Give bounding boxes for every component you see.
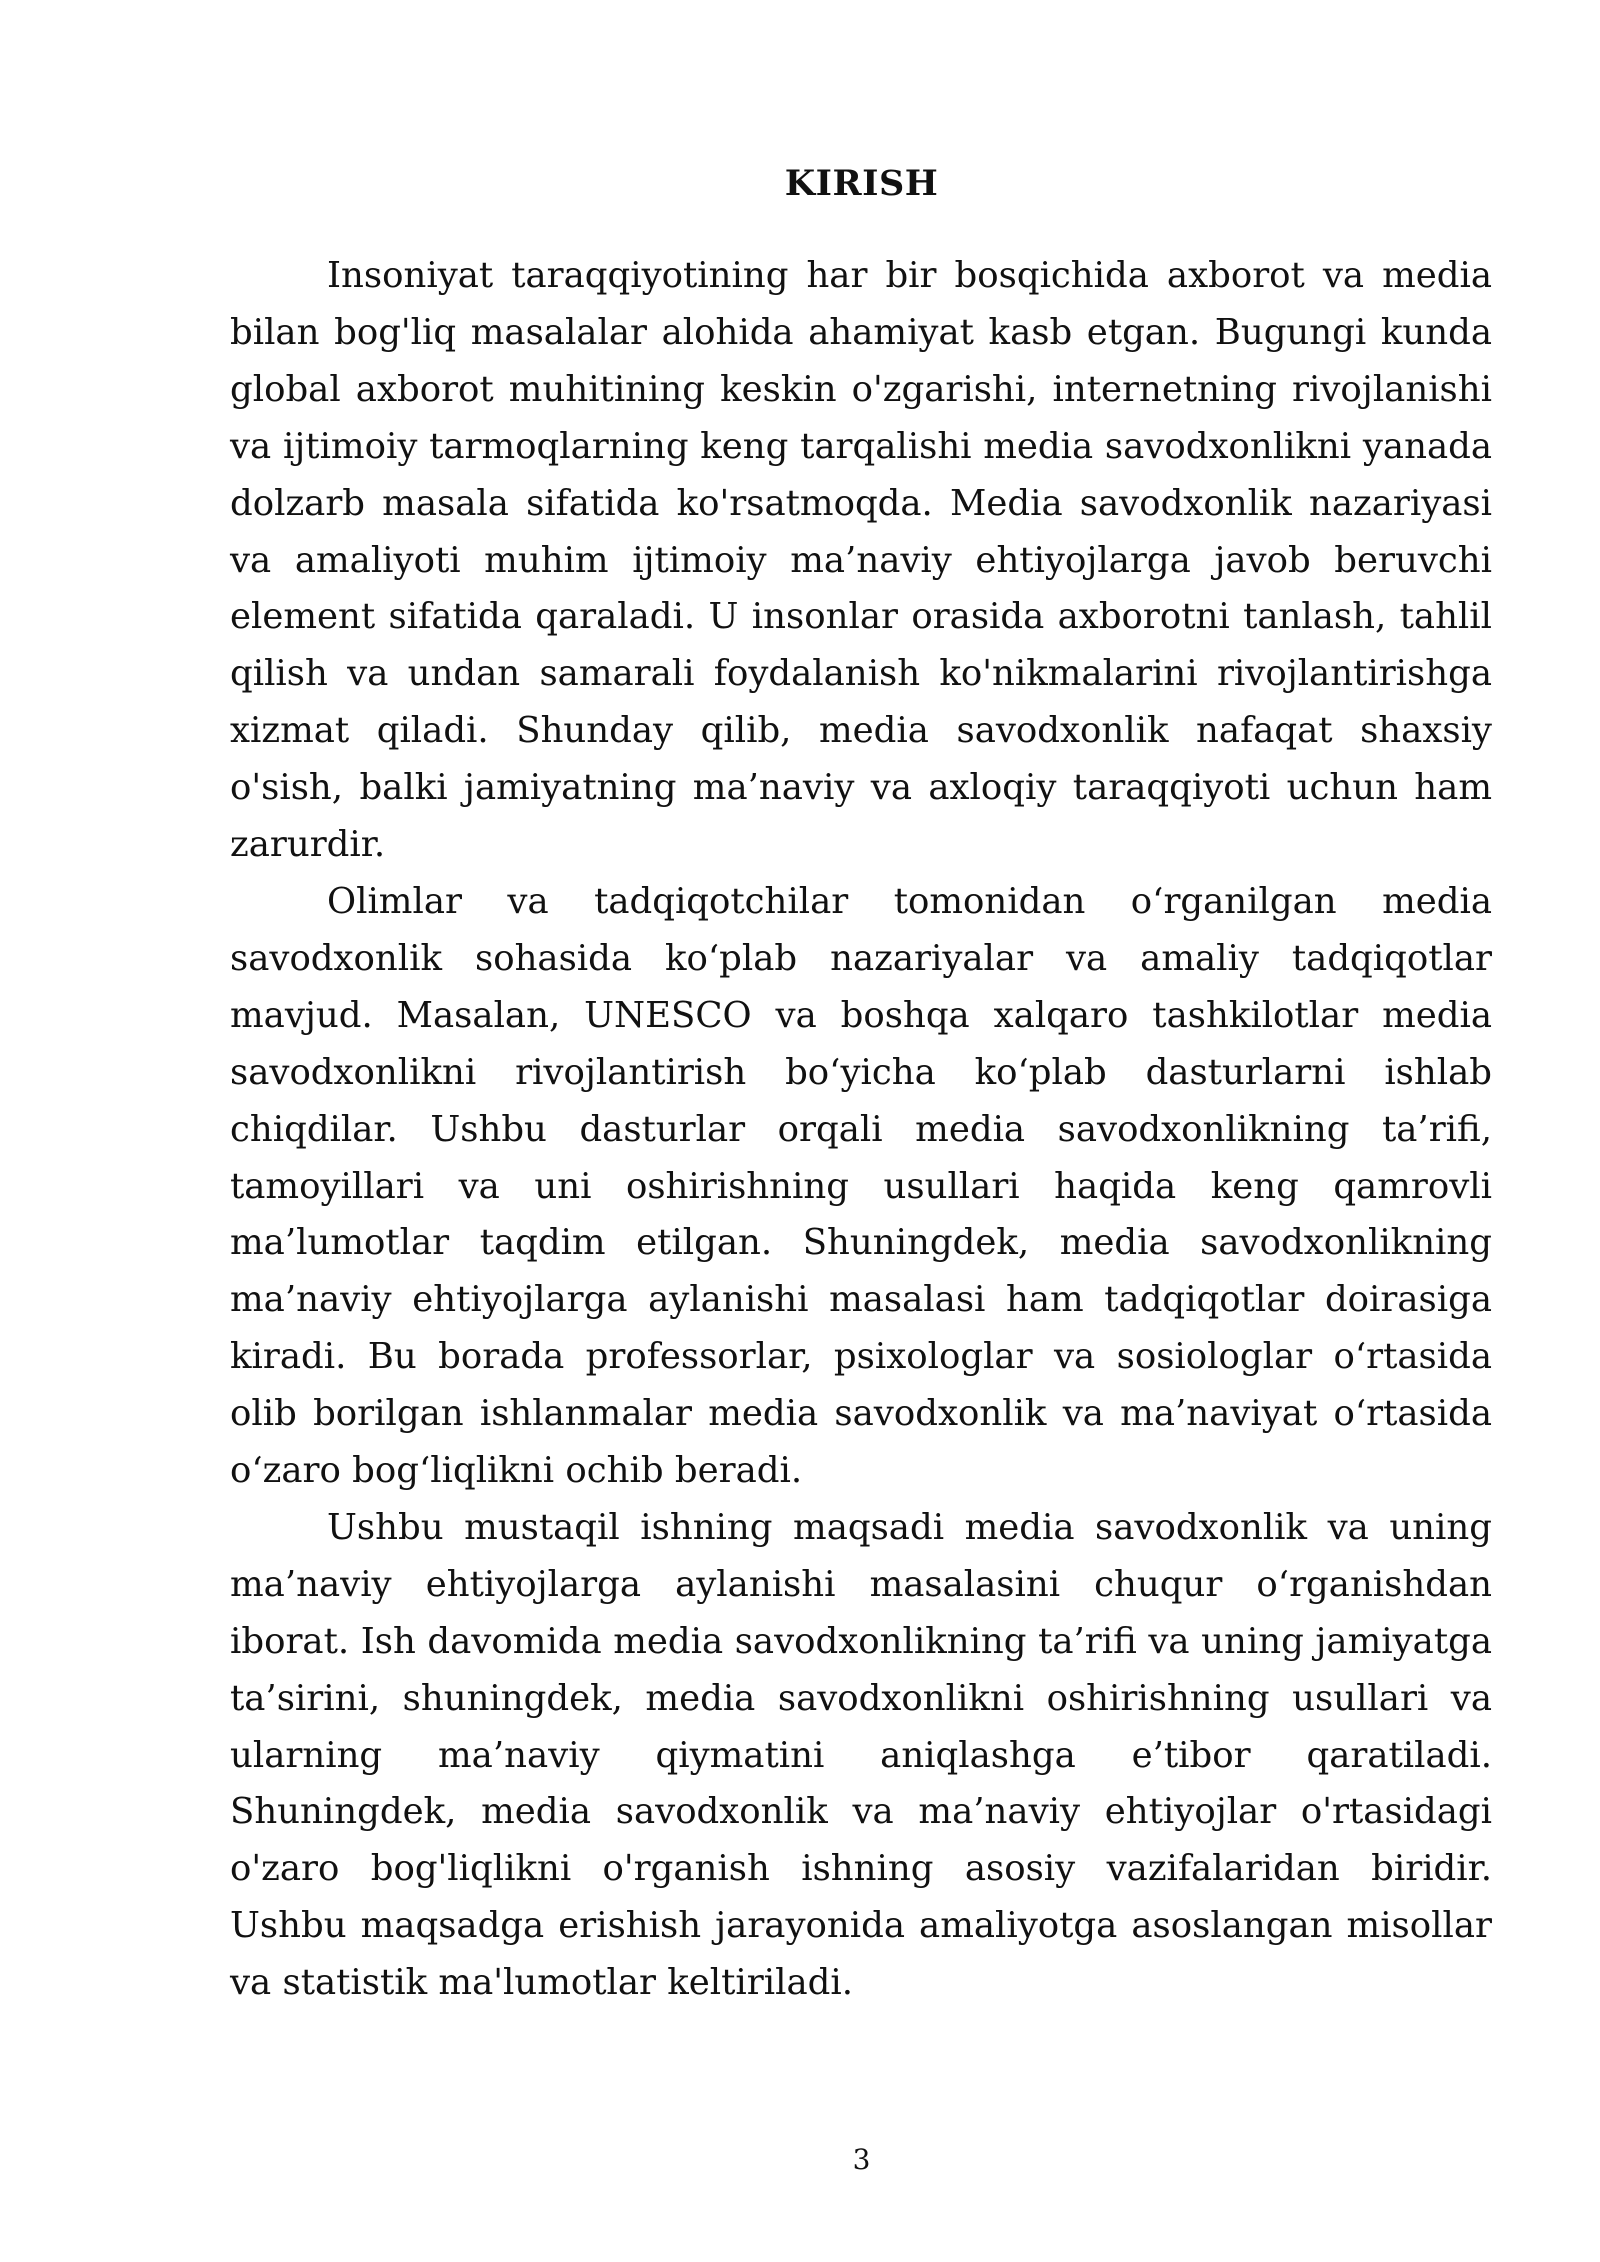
paragraph-intro: Insoniyat taraqqiyotining har bir bosqichida axborot va media bilan bog'liq masalalar alohida ahamiyat kasb etgan. Bugungi kunda global axborot muhitining keskin o'zgarishi, internetning rivojlanishi va ijtimoiy tarmoqlarning keng tarqalishi media savodxonlikni yanada dolzarb masala sifatida ko'rsatmoqda. Media savodxonlik nazariyasi va amaliyoti muhim ijtimoiy ma’naviy ehtiyojlarga javob beruvchi element sifatida qaraladi. U insonlar orasida axborotni tanlash, tahlil qilish va undan samarali foydalanish ko'nikmalarini rivojlantirishga xizmat qiladi. Shunday qilib, media savodxonlik nafaqat shaxsiy o'sish, balki jamiyatning ma’naviy va axloqiy taraqqiyoti uchun ham zarurdir. xyxy=(230,255,1492,866)
page-number: 3 xyxy=(852,2143,871,2176)
paragraph-research: Olimlar va tadqiqotchilar tomonidan oʻrganilgan media savodxonlik sohasida koʻplab nazariyalar va amaliy tadqiqotlar mavjud. Masalan, UNESCO va boshqa xalqaro tashkilotlar media savodxonlikni rivojlantirish boʻyicha koʻplab dasturlarni ishlab chiqdilar. Ushbu dasturlar orqali media savodxonlikning ta’rifi, tamoyillari va uni oshirishning usullari haqida keng qamrovli ma’lumotlar taqdim etilgan. Shuningdek, media savodxonlikning ma’naviy ehtiyojlarga aylanishi masalasi ham tadqiqotlar doirasiga kiradi. Bu borada professorlar, psixologlar va sosiologlar oʻrtasida olib borilgan ishlanmalar media savodxonlik va ma’naviyat oʻrtasida oʻzaro bogʻliqlikni ochib beradi. xyxy=(230,880,1492,1492)
body-text xyxy=(230,248,1492,2012)
section-heading: KIRISH xyxy=(784,163,939,204)
paragraph-purpose: Ushbu mustaqil ishning maqsadi media savodxonlik va uning ma’naviy ehtiyojlarga aylanishi masalasini chuqur oʻrganishdan iborat. Ish davomida media savodxonlikning ta’rifi va uning jamiyatga ta’sirini, shuningdek, media savodxonlikni oshirishning usullari va ularning ma’naviy qiymatini aniqlashga e’tibor qaratiladi. Shuningdek, media savodxonlik va ma’naviy ehtiyojlar o'rtasidagi o'zaro bog'liqlikni o'rganish ishning asosiy vazifalaridan biridir. Ushbu maqsadga erishish jarayonida amaliyotga asoslangan misollar va statistik ma'lumotlar keltiriladi. xyxy=(230,1506,1492,2004)
